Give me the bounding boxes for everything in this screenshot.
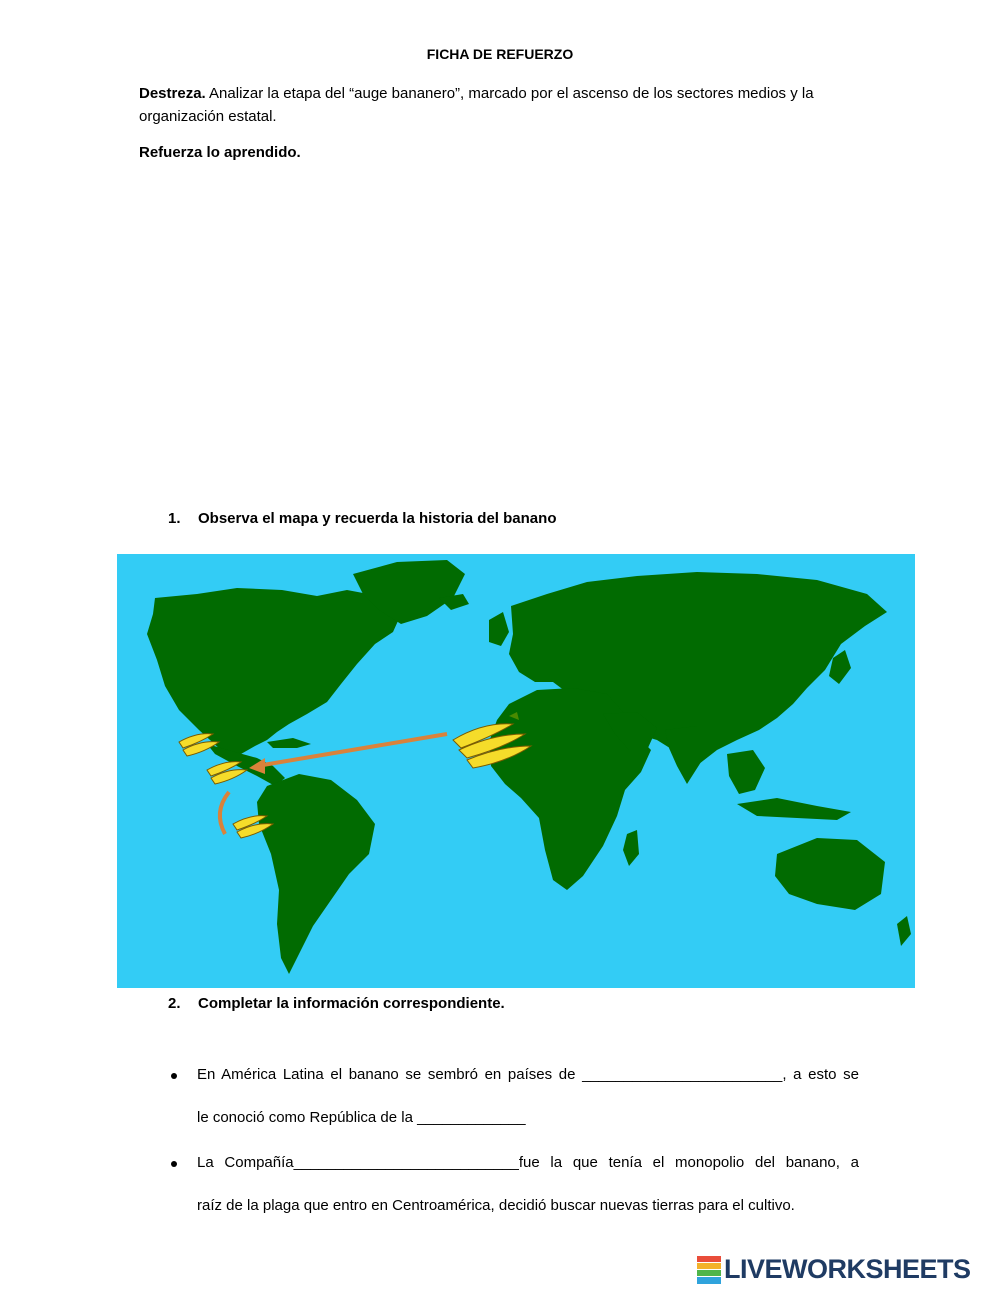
bullet-2-dot [171,1161,177,1167]
destreza-paragraph [139,82,859,128]
world-map-svg [117,554,915,988]
world-map [117,554,915,988]
refuerza-heading: Refuerza lo aprendido. [139,144,301,161]
question-2-number: 2. [168,995,181,1012]
question-2-text: Completar la información correspondiente. [198,995,505,1012]
question-1-text: Observa el mapa y recuerda la historia del banano [198,510,557,527]
page-title: FICHA DE REFUERZO [426,46,574,62]
question-1-number: 1. [168,510,181,527]
question-1 [168,510,556,527]
destreza-text: Analizar la etapa del “auge bananero”, marcado por el ascenso de los sectores medios y la organización estatal. [139,85,814,125]
liveworksheets-logo [697,1254,971,1285]
liveworksheets-icon [697,1256,721,1284]
liveworksheets-wordmark: LIVEWORKSHEETS [724,1254,971,1284]
bullet-2-line-2: raíz de la plaga que entro en Centroamérica, decidió buscar nuevas tierras para el cultivo. [197,1197,795,1214]
bullet-2-line-1[interactable]: La Compañía___________________________fue la que tenía el monopolio del banano, a [197,1154,859,1171]
destreza-label: Destreza. [139,85,206,102]
bullet-1-line-1[interactable]: En América Latina el banano se sembró en países de ________________________, a esto se [197,1066,859,1083]
question-2 [168,995,505,1012]
bullet-1-line-2[interactable]: le conoció como República de la _____________ [197,1109,526,1126]
bullet-1-dot [171,1073,177,1079]
